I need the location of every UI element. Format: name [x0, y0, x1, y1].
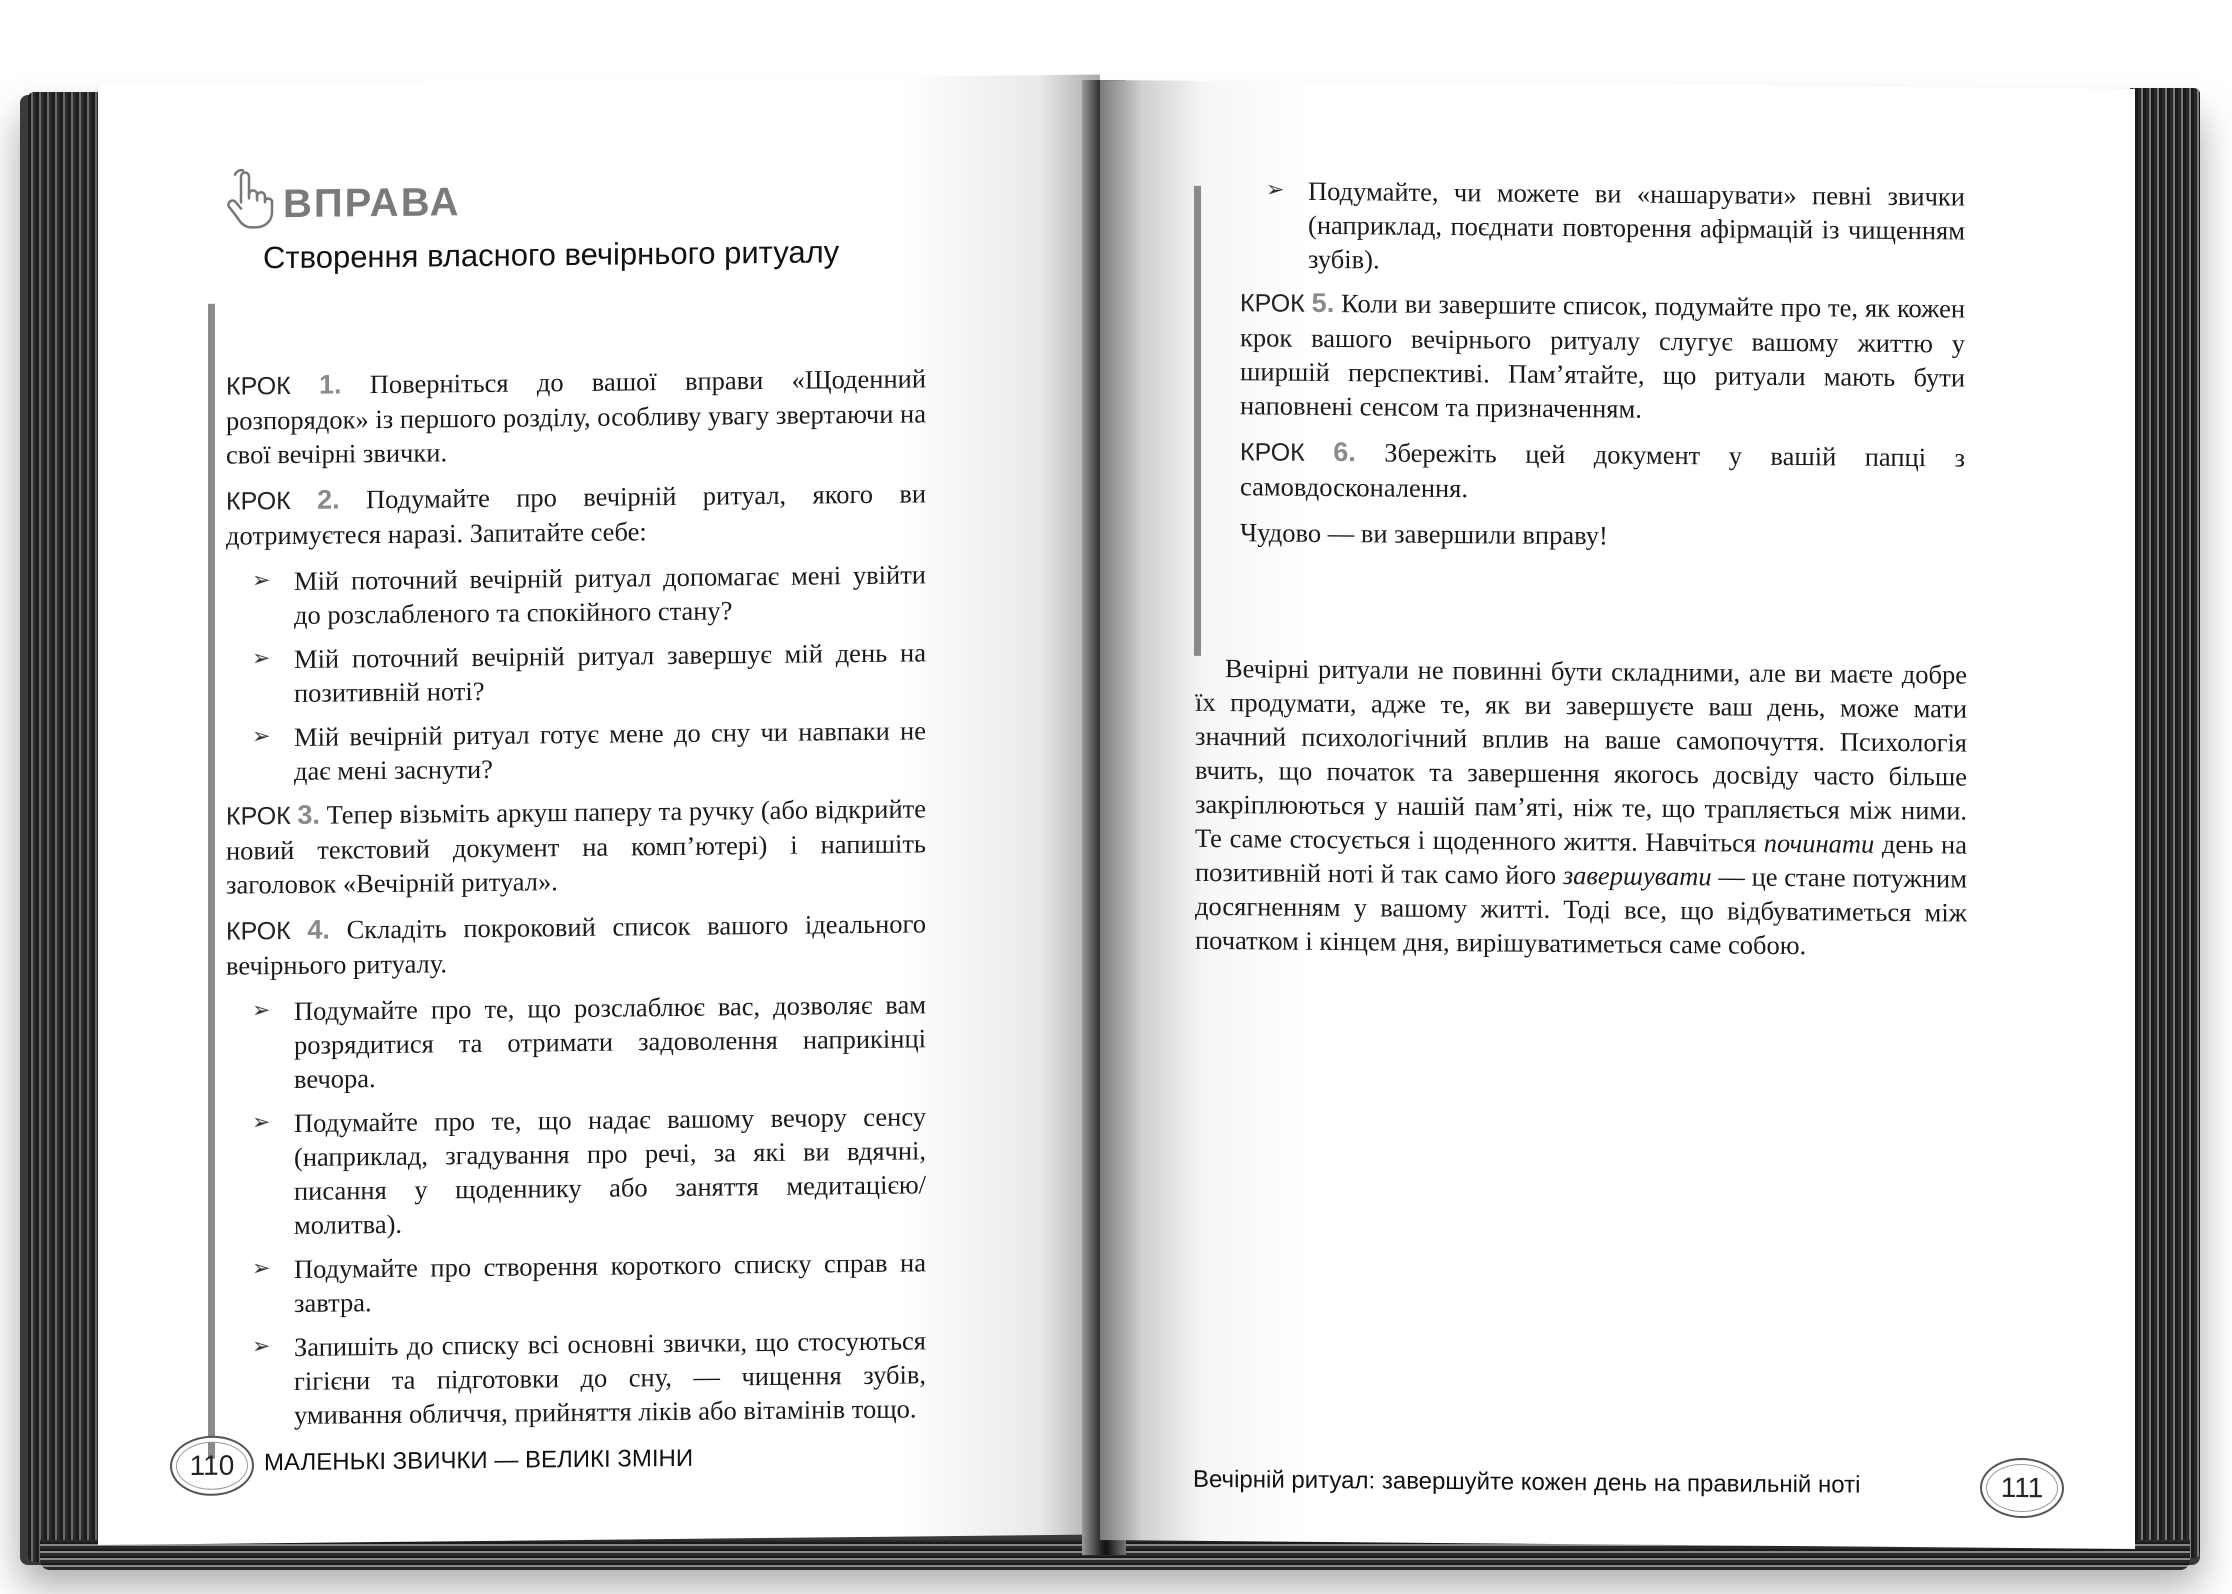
page-number-left: 110	[170, 1435, 254, 1496]
step-4-text: Складіть покроковий список вашого ідеального вечірнього ритуалу.	[226, 908, 927, 981]
list-item: ➢ Мій поточний вечірній ритуал допомагає мені увійти до розслабленого та спокійного стану?	[246, 557, 926, 632]
step-3: КРОК 3. Тепер візьміть аркуш паперу та ручку (або відкрийте новий текстовий документ на комп’ютері) і напишіть заголовок «Вечірній ритуал».	[226, 793, 927, 900]
running-footer-right: Вечірній ритуал: завершуйте кожен день на правильній ноті	[1193, 1465, 1861, 1499]
page-stack-left	[28, 92, 108, 1562]
arrow-bullet-icon	[252, 642, 270, 676]
arrow-bullet-icon	[252, 1330, 270, 1364]
left-page-body	[226, 361, 926, 1442]
step-2: КРОК 2. Подумайте про вечірній ритуал, якого ви дотримуєтеся наразі. Запитайте себе:	[226, 478, 927, 551]
list-item: ➢ Подумайте про створення короткого списку справ на завтра.	[246, 1245, 926, 1320]
list-item: ➢ Подумайте про те, що розслаблює вас, дозволяє вам розрядитися та отримати задоволення наприкінці вечора.	[246, 987, 926, 1096]
arrow-bullet-icon	[252, 564, 270, 598]
page-number-right: 111	[1980, 1458, 2064, 1519]
step-5-text: Коли ви завершите список, подумайте про те, як кожен крок вашого вечірнього ритуалу слугує вашому життю у ширшій перспективі. Пам’ятайте, що ритуали мають бути наповнені сенсом та призначенням.	[1240, 288, 1966, 424]
right-page	[1100, 80, 2135, 1549]
exercise-header	[223, 161, 923, 276]
list-item: ➢ Мій поточний вечірній ритуал завершує мій день на позитивній ноті?	[246, 635, 926, 710]
exercise-sidebar-rule	[208, 304, 215, 1459]
step-4: КРОК 4. Складіть покроковий список вашого ідеального вечірнього ритуалу.	[226, 908, 927, 981]
list-item: ➢ Подумайте про те, що надає вашому вечору сенсу (наприклад, згадування про речі, за які ви вдячні, писання у щоденнику або заняття медитацією/молитва).	[246, 1099, 926, 1242]
step-1-text: Поверніться до вашої вправи «Щоденний розпорядок» із першого розділу, особливу увагу звертаючи на свої вечірні звички.	[226, 363, 927, 470]
arrow-bullet-icon	[252, 720, 270, 754]
right-page-exercise	[1240, 173, 1965, 567]
pointing-finger-icon	[223, 168, 275, 231]
list-item: ➢ Мій вечірній ритуал готує мене до сну чи навпаки не дає мені заснути?	[246, 713, 926, 788]
step-2-text: Подумайте про вечірній ритуал, якого ви дотримуєтеся наразі. Запитайте себе:	[226, 478, 927, 551]
arrow-bullet-icon	[252, 1106, 270, 1140]
step-5: КРОК 5. Коли ви завершите список, подумайте про те, як кожен крок вашого вечірнього ритуалу слугує вашому життю у ширшій перспективі. Пам’ятайте, що ритуали мають бути наповнені сенсом та призначенням.	[1240, 287, 1966, 424]
step-6: КРОК 6. Збережіть цей документ у вашій папці з самовдосконалення.	[1240, 437, 1966, 504]
exercise-title: Створення власного вечірнього ритуалу	[263, 234, 840, 276]
step-1: КРОК 1. Поверніться до вашої вправи «Щоденний розпорядок» із першого розділу, особливу увагу звертаючи на свої вечірні звички.	[226, 363, 927, 470]
running-footer-left: МАЛЕНЬКІ ЗВИЧКИ — ВЕЛИКІ ЗМІНИ	[264, 1444, 694, 1477]
list-item: ➢ Запишіть до списку всі основні звички, що стосуються гігієни та підготовки до сну, — чищення зубів, умивання обличчя, прийняття ліків або вітамінів тощо.	[246, 1323, 926, 1432]
page-stack-right	[2130, 88, 2200, 1558]
step-3-text: Тепер візьміть аркуш паперу та ручку (або відкрийте новий текстовий документ на комп’ютері) і напишіть заголовок «Вечірній ритуал».	[226, 793, 927, 900]
exercise-label: ВПРАВА	[283, 179, 461, 226]
body-paragraph: Вечірні ритуали не повинні бути складними, але ви маєте добре їх продумати, адже те, як ви завершуєте ваш день, може мати значний психологічний вплив на ваше самопочуття. Психологія вчить, що початок та завершення якогось досвіду часто більше закріплюються у нашій пам’яті, ніж те, що трапляється між ними. Те саме стосується і щоденного життя. Навчіться починати день на позитивній ноті й так само його завершувати — це стане потужним досягненням у вашому житті. Тоді все, що відбуватиметься між початком і кінцем дня, вирішуватиметься саме собою.	[1195, 653, 1967, 961]
step-6-text: Збережіть цей документ у вашій папці з самовдосконалення.	[1240, 437, 1966, 504]
exercise-closing: Чудово — ви завершили вправу!	[1240, 517, 1608, 551]
list-item: ➢ Подумайте, чи можете ви «нашарувати» певні звички (наприклад, поєднати повторення афірмацій із чищенням зубів).	[1260, 173, 1965, 281]
exercise-sidebar-rule	[1194, 186, 1201, 656]
arrow-bullet-icon	[252, 994, 270, 1028]
left-page	[98, 75, 1100, 1545]
arrow-bullet-icon	[252, 1252, 270, 1286]
arrow-bullet-icon	[1266, 173, 1284, 207]
